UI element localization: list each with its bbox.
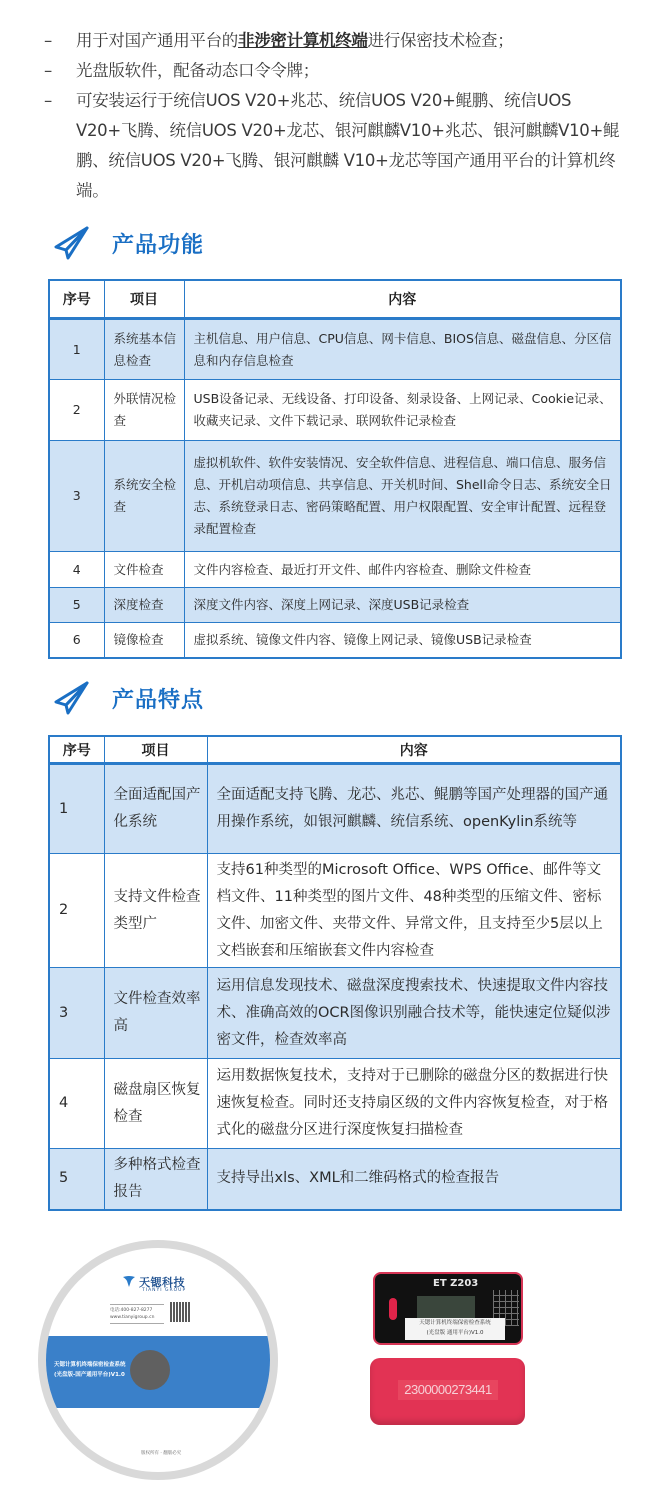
header-content: 内容 (184, 280, 621, 319)
section-heading-features (54, 681, 204, 715)
row-content: 虚拟机软件、软件安装情况、安全软件信息、进程信息、端口信息、服务信息、开机启动项信息、共享信息、开关机时间、Shell命令日志、系统安全日志、系统登录日志、密码策略配置、用户权限配置、安全审计配置、远程登录配置检查 (184, 441, 621, 552)
row-item: 磁盘扇区恢复检查 (104, 1059, 207, 1149)
row-item: 系统安全检查 (104, 441, 184, 552)
row-content: USB设备记录、无线设备、打印设备、刻录设备、上网记录、Cookie记录、收藏夹记录、文件下载记录、联网软件记录检查 (184, 380, 621, 441)
section-title: 产品功能 (112, 232, 205, 258)
qr-code-icon (170, 1302, 190, 1322)
table-row (49, 552, 621, 588)
bullet-text: 进行保密技术检查； (367, 31, 514, 50)
brand-logo-icon (122, 1276, 136, 1288)
table-row (49, 1059, 621, 1149)
table-row (49, 764, 621, 854)
paper-plane-icon (54, 226, 90, 260)
bullet-text: 可安装运行于统信UOS V20+兆芯、统信UOS V20+鲲鹏、统信UOS V20+飞腾、统信UOS V20+龙芯、银河麒麟V10+兆芯、银河麒麟V10+鲲鹏、统信UOS V20+飞腾、银河麒麟 V10+龙芯等国产通用平台的计算机终端。 (76, 91, 620, 200)
disc-brand-en: TIANYI GROUP (142, 1288, 187, 1293)
product-disc-image (38, 1240, 278, 1480)
row-content: 运用信息发现技术、磁盘深度搜索技术、快速提取文件内容技术、准确高效的OCR图像识别融合技术等，能快速定位疑似涉密文件，检查效率高 (207, 968, 621, 1059)
section-title: 产品特点 (112, 687, 205, 713)
disc-brand-cn: 天锶科技 (139, 1276, 185, 1289)
row-num: 2 (49, 380, 104, 441)
row-item: 文件检查 (104, 552, 184, 588)
token-brand: ET Z203 (433, 1278, 479, 1289)
row-num: 4 (49, 1059, 104, 1149)
table-row (49, 380, 621, 441)
table-row (49, 1149, 621, 1210)
token-label-line: 天锶计算机终端保密检查系统 (419, 1320, 491, 1326)
table-row (49, 588, 621, 623)
table-row (49, 623, 621, 658)
row-num: 6 (49, 623, 104, 658)
token-label (405, 1318, 505, 1340)
row-num: 5 (49, 588, 104, 623)
paper-plane-icon (54, 681, 90, 715)
header-item: 项目 (104, 280, 184, 319)
token-button-icon (389, 1298, 397, 1320)
functions-table (48, 279, 622, 659)
product-token-front (373, 1272, 523, 1345)
row-item: 全面适配国产化系统 (104, 764, 207, 854)
token-label-line: (光盘版 通用平台)V1.0 (426, 1330, 484, 1336)
table-header-row (49, 736, 621, 764)
row-content: 支持61种类型的Microsoft Office、WPS Office、邮件等文档文件、11种类型的图片文件、48种类型的压缩文件、密标文件、加密文件、夹带文件、异常文件，且支持至少5层以上文档嵌套和压缩嵌套文件内容检查 (207, 854, 621, 968)
row-num: 3 (49, 968, 104, 1059)
row-item: 多种格式检查报告 (104, 1149, 207, 1210)
row-num: 2 (49, 854, 104, 968)
product-token-back (370, 1358, 525, 1425)
row-content: 深度文件内容、深度上网记录、深度USB记录检查 (184, 588, 621, 623)
table-row (49, 319, 621, 380)
row-content: 支持导出xls、XML和二维码格式的检查报告 (207, 1149, 621, 1210)
bullet-text: 用于对国产通用平台的 (76, 31, 239, 50)
disc-title (54, 1360, 126, 1380)
disc-contact (110, 1304, 164, 1324)
bullet-emphasis: 非涉密计算机终端 (238, 31, 368, 50)
disc-center-hole (130, 1350, 170, 1390)
intro-bullet (44, 86, 624, 206)
row-content: 主机信息、用户信息、CPU信息、网卡信息、BIOS信息、磁盘信息、分区信息和内存信息检查 (184, 319, 621, 380)
row-num: 3 (49, 441, 104, 552)
header-num: 序号 (49, 280, 104, 319)
row-num: 5 (49, 1149, 104, 1210)
row-content: 全面适配支持飞腾、龙芯、兆芯、鲲鹏等国产处理器的国产通用操作系统，如银河麒麟、统信系统、openKylin系统等 (207, 764, 621, 854)
header-content: 内容 (207, 736, 621, 764)
table-row (49, 854, 621, 968)
row-num: 1 (49, 319, 104, 380)
row-num: 4 (49, 552, 104, 588)
disc-website: www.tianyigroup.cn (110, 1315, 155, 1320)
token-lcd-screen (417, 1296, 475, 1318)
dash-bullet-icon: – (44, 61, 52, 80)
disc-title-line: 天锶计算机终端保密检查系统 (54, 1362, 126, 1368)
intro-bullet-list (44, 26, 624, 206)
intro-bullet (44, 56, 624, 86)
features-table (48, 735, 622, 1211)
row-item: 支持文件检查类型广 (104, 854, 207, 968)
row-item: 深度检查 (104, 588, 184, 623)
table-header-row (49, 280, 621, 319)
header-num: 序号 (49, 736, 104, 764)
dash-bullet-icon: – (44, 31, 52, 50)
row-content: 文件内容检查、最近打开文件、邮件内容检查、删除文件检查 (184, 552, 621, 588)
row-content: 虚拟系统、镜像文件内容、镜像上网记录、镜像USB记录检查 (184, 623, 621, 658)
row-item: 镜像检查 (104, 623, 184, 658)
row-num: 1 (49, 764, 104, 854)
dash-bullet-icon: – (44, 91, 52, 110)
header-item: 项目 (104, 736, 207, 764)
token-serial: 2300000273441 (398, 1380, 498, 1400)
disc-face (46, 1248, 270, 1472)
disc-footer: 版权所有 · 翻版必究 (141, 1451, 182, 1456)
intro-bullet (44, 26, 624, 56)
table-row (49, 441, 621, 552)
row-content: 运用数据恢复技术，支持对于已删除的磁盘分区的数据进行快速恢复检查。同时还支持扇区级的文件内容恢复检查，对于格式化的磁盘分区进行深度恢复扫描检查 (207, 1059, 621, 1149)
row-item: 文件检查效率高 (104, 968, 207, 1059)
disc-phone: 电话:400-827-8277 (110, 1308, 153, 1313)
row-item: 系统基本信息检查 (104, 319, 184, 380)
section-heading-functions (54, 226, 204, 260)
row-item: 外联情况检查 (104, 380, 184, 441)
bullet-text: 光盘版软件，配备动态口令令牌； (76, 61, 320, 80)
disc-title-line: (光盘版-国产通用平台)V1.0 (54, 1372, 125, 1378)
table-row (49, 968, 621, 1059)
